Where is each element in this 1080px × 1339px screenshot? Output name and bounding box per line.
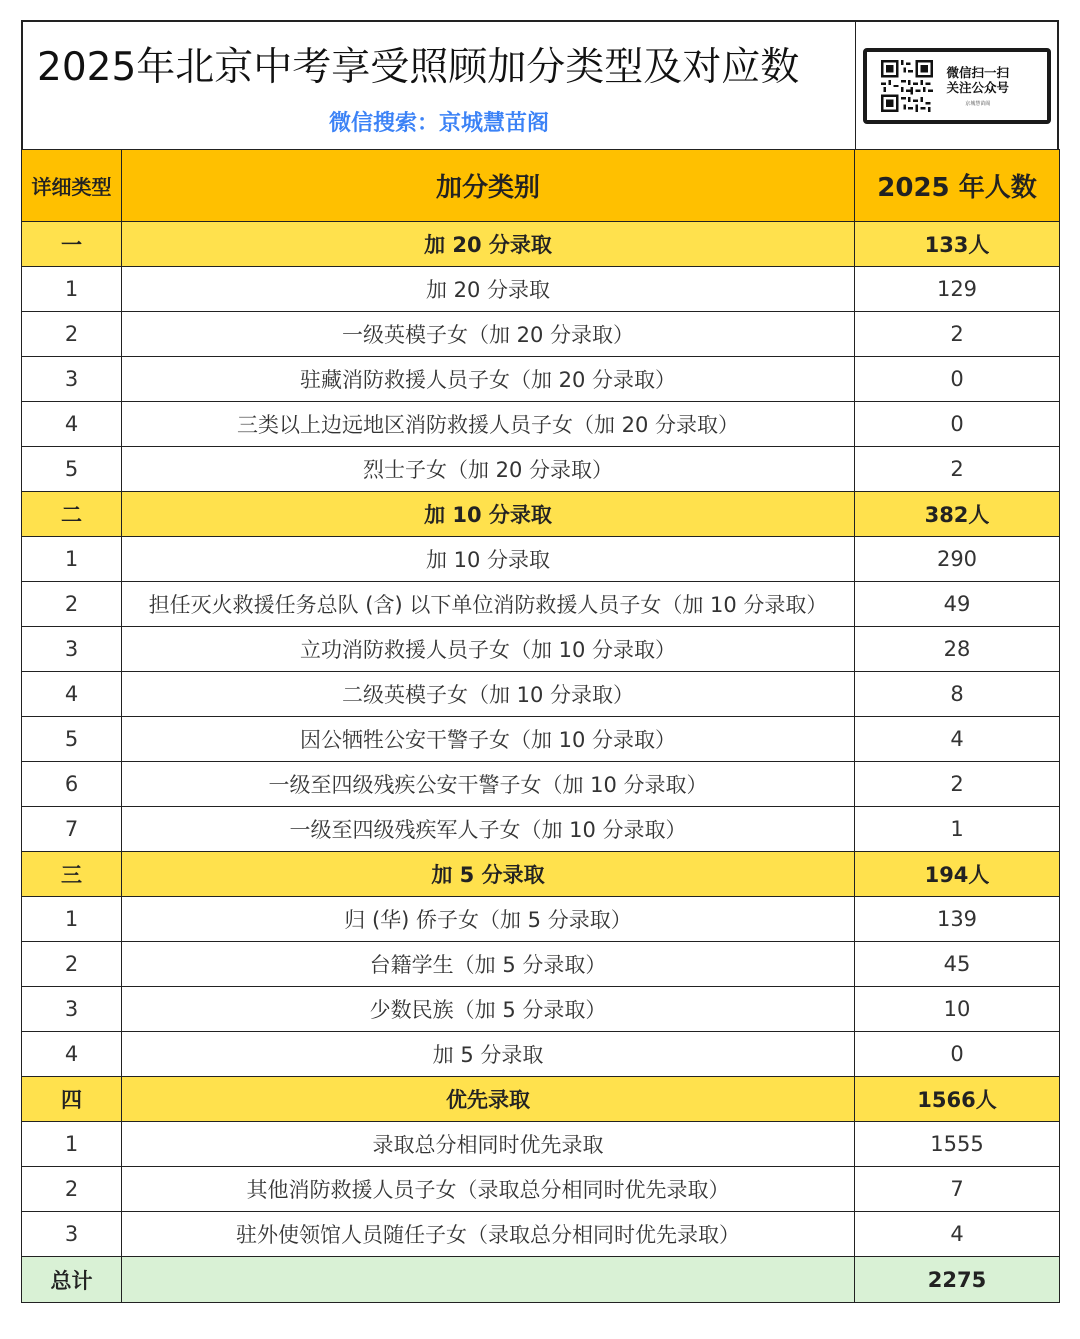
item-name: 加 10 分录取: [122, 537, 855, 582]
item-count: 0: [855, 402, 1060, 447]
group-row: [22, 1077, 1060, 1122]
item-count: 2: [855, 762, 1060, 807]
item-name: 加 20 分录取: [122, 267, 855, 312]
qr-caption-account: 京城慧苗阁: [965, 100, 991, 107]
item-name: 加 5 分录取: [122, 1032, 855, 1077]
item-count: 4: [855, 1212, 1060, 1257]
item-count: 129: [855, 267, 1060, 312]
table-row: [22, 762, 1060, 807]
item-number: 6: [22, 762, 122, 807]
item-count: 139: [855, 897, 1060, 942]
item-name: 录取总分相同时优先录取: [122, 1122, 855, 1167]
qr-area: [856, 22, 1057, 149]
item-name: 其他消防救援人员子女（录取总分相同时优先录取）: [122, 1167, 855, 1212]
item-count: 0: [855, 357, 1060, 402]
qr-caption: [947, 65, 1010, 107]
item-number: 4: [22, 402, 122, 447]
table-row: [22, 1212, 1060, 1257]
item-name: 一级至四级残疾公安干警子女（加 10 分录取）: [122, 762, 855, 807]
title-area: [23, 22, 856, 149]
group-name: 加 5 分录取: [122, 852, 855, 897]
item-number: 4: [22, 1032, 122, 1077]
table-row: [22, 1122, 1060, 1167]
group-row: [22, 492, 1060, 537]
item-number: 1: [22, 537, 122, 582]
item-count: 28: [855, 627, 1060, 672]
group-total: 133人: [855, 222, 1060, 267]
item-count: 290: [855, 537, 1060, 582]
group-total: 382人: [855, 492, 1060, 537]
item-count: 45: [855, 942, 1060, 987]
sheet-header: [21, 20, 1059, 149]
item-number: 2: [22, 312, 122, 357]
col-header-type: 详细类型: [22, 150, 122, 222]
item-number: 3: [22, 357, 122, 402]
item-number: 2: [22, 942, 122, 987]
item-count: 2: [855, 312, 1060, 357]
qr-caption-line1: 微信扫一扫: [946, 64, 1010, 80]
item-count: 49: [855, 582, 1060, 627]
group-total: 194人: [855, 852, 1060, 897]
table-row: [22, 357, 1060, 402]
qr-code-icon: [881, 60, 933, 112]
total-value: 2275: [855, 1257, 1060, 1303]
table-row: [22, 447, 1060, 492]
item-count: 7: [855, 1167, 1060, 1212]
group-index: 四: [22, 1077, 122, 1122]
item-number: 5: [22, 447, 122, 492]
table-row: [22, 402, 1060, 447]
table-row: [22, 987, 1060, 1032]
item-count: 4: [855, 717, 1060, 762]
item-name: 驻藏消防救援人员子女（加 20 分录取）: [122, 357, 855, 402]
table-row: [22, 942, 1060, 987]
table-row: [22, 807, 1060, 852]
col-header-count: 2025 年人数: [855, 150, 1060, 222]
item-name: 因公牺牲公安干警子女（加 10 分录取）: [122, 717, 855, 762]
item-number: 1: [22, 267, 122, 312]
item-name: 台籍学生（加 5 分录取）: [122, 942, 855, 987]
group-name: 加 10 分录取: [122, 492, 855, 537]
item-count: 8: [855, 672, 1060, 717]
item-name: 一级英模子女（加 20 分录取）: [122, 312, 855, 357]
item-number: 1: [22, 1122, 122, 1167]
group-index: 二: [22, 492, 122, 537]
item-name: 三类以上边远地区消防救援人员子女（加 20 分录取）: [122, 402, 855, 447]
item-name: 二级英模子女（加 10 分录取）: [122, 672, 855, 717]
group-row: [22, 222, 1060, 267]
qr-card: [863, 48, 1051, 124]
table-row: [22, 267, 1060, 312]
total-row: [22, 1257, 1060, 1303]
group-index: 三: [22, 852, 122, 897]
table-row: [22, 312, 1060, 357]
page-title: 2025年北京中考享受照顾加分类型及对应数: [37, 45, 800, 90]
table-row: [22, 1032, 1060, 1077]
table-row: [22, 1167, 1060, 1212]
total-label: 总计: [22, 1257, 122, 1303]
item-number: 4: [22, 672, 122, 717]
bonus-table: [21, 149, 1060, 1303]
item-number: 3: [22, 627, 122, 672]
item-count: 1: [855, 807, 1060, 852]
item-count: 10: [855, 987, 1060, 1032]
group-index: 一: [22, 222, 122, 267]
item-name: 归 (华) 侨子女（加 5 分录取）: [122, 897, 855, 942]
qr-caption-line2: 关注公众号: [946, 79, 1010, 95]
table-row: [22, 537, 1060, 582]
group-name: 优先录取: [122, 1077, 855, 1122]
item-name: 一级至四级残疾军人子女（加 10 分录取）: [122, 807, 855, 852]
item-name: 担任灭火救援任务总队 (含) 以下单位消防救援人员子女（加 10 分录取）: [122, 582, 855, 627]
item-number: 1: [22, 897, 122, 942]
item-name: 少数民族（加 5 分录取）: [122, 987, 855, 1032]
table-header-row: [22, 150, 1060, 222]
table-row: [22, 627, 1060, 672]
score-bonus-sheet: [21, 20, 1059, 1303]
item-count: 1555: [855, 1122, 1060, 1167]
item-number: 7: [22, 807, 122, 852]
total-empty-cell: [122, 1257, 855, 1303]
item-name: 立功消防救援人员子女（加 10 分录取）: [122, 627, 855, 672]
item-number: 3: [22, 987, 122, 1032]
item-number: 5: [22, 717, 122, 762]
group-total: 1566人: [855, 1077, 1060, 1122]
group-row: [22, 852, 1060, 897]
col-header-category: 加分类别: [122, 150, 855, 222]
item-count: 0: [855, 1032, 1060, 1077]
item-number: 2: [22, 582, 122, 627]
item-name: 驻外使领馆人员随任子女（录取总分相同时优先录取）: [122, 1212, 855, 1257]
item-count: 2: [855, 447, 1060, 492]
item-name: 烈士子女（加 20 分录取）: [122, 447, 855, 492]
table-row: [22, 582, 1060, 627]
item-number: 2: [22, 1167, 122, 1212]
table-row: [22, 672, 1060, 717]
wechat-search-hint: 微信搜索：京城慧苗阁: [328, 111, 549, 136]
item-number: 3: [22, 1212, 122, 1257]
table-row: [22, 897, 1060, 942]
group-name: 加 20 分录取: [122, 222, 855, 267]
table-row: [22, 717, 1060, 762]
